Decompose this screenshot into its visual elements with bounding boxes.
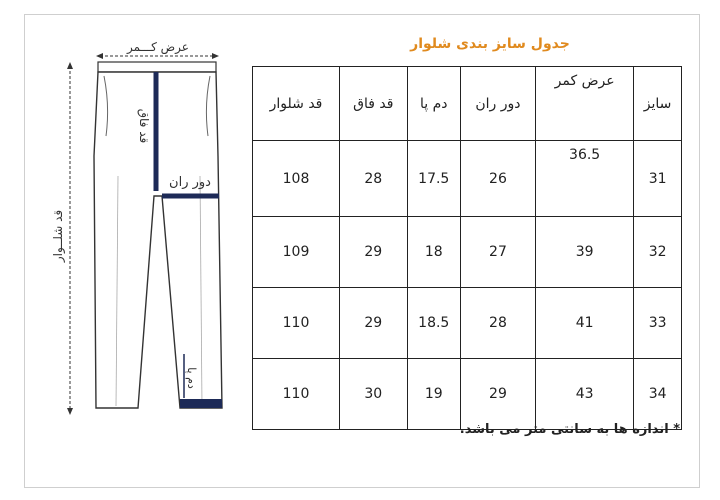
hem-label: دم پا	[185, 367, 198, 389]
cell-rise: 28	[340, 141, 408, 217]
cell-hem: 19	[407, 359, 460, 430]
cell-hem: 17.5	[407, 141, 460, 217]
cell-hem: 18	[407, 217, 460, 288]
cell-waist: 39	[536, 217, 634, 288]
length-label: قد شلــوار	[51, 209, 65, 263]
table-row	[253, 288, 682, 359]
header-size: سایز	[634, 67, 682, 141]
cell-thigh: 26	[460, 141, 535, 217]
cell-size: 31	[634, 141, 682, 217]
header-hem: دم پا	[407, 67, 460, 141]
cell-size: 33	[634, 288, 682, 359]
table-header-row	[253, 67, 682, 141]
size-table	[252, 66, 682, 430]
pants-diagram	[40, 36, 240, 436]
cell-rise: 30	[340, 359, 408, 430]
waist-label: عرض کـــمر	[127, 40, 189, 54]
cell-waist: 36.5	[536, 141, 634, 217]
header-thigh: دور ران	[460, 67, 535, 141]
table-row	[253, 359, 682, 430]
cell-length: 109	[253, 217, 340, 288]
chart-title: جدول سایز بندی شلوار	[410, 36, 570, 52]
header-rise: قد فاق	[340, 67, 408, 141]
header-length: قد شلوار	[253, 67, 340, 141]
inseam-label: قد فاق	[137, 108, 151, 144]
cell-thigh: 29	[460, 359, 535, 430]
cell-waist: 43	[536, 359, 634, 430]
cell-hem: 18.5	[407, 288, 460, 359]
cell-length: 108	[253, 141, 340, 217]
cell-rise: 29	[340, 288, 408, 359]
cell-thigh: 27	[460, 217, 535, 288]
cell-waist: 41	[536, 288, 634, 359]
cell-size: 34	[634, 359, 682, 430]
table-row	[253, 141, 682, 217]
cell-thigh: 28	[460, 288, 535, 359]
cell-length: 110	[253, 288, 340, 359]
cell-length: 110	[253, 359, 340, 430]
thigh-label: دور ران	[169, 175, 211, 190]
cell-rise: 29	[340, 217, 408, 288]
units-note: * اندازه ها به سانتی متر می باشد.	[459, 422, 680, 437]
table-row	[253, 217, 682, 288]
header-waist: عرض کمر	[536, 67, 634, 141]
cell-size: 32	[634, 217, 682, 288]
